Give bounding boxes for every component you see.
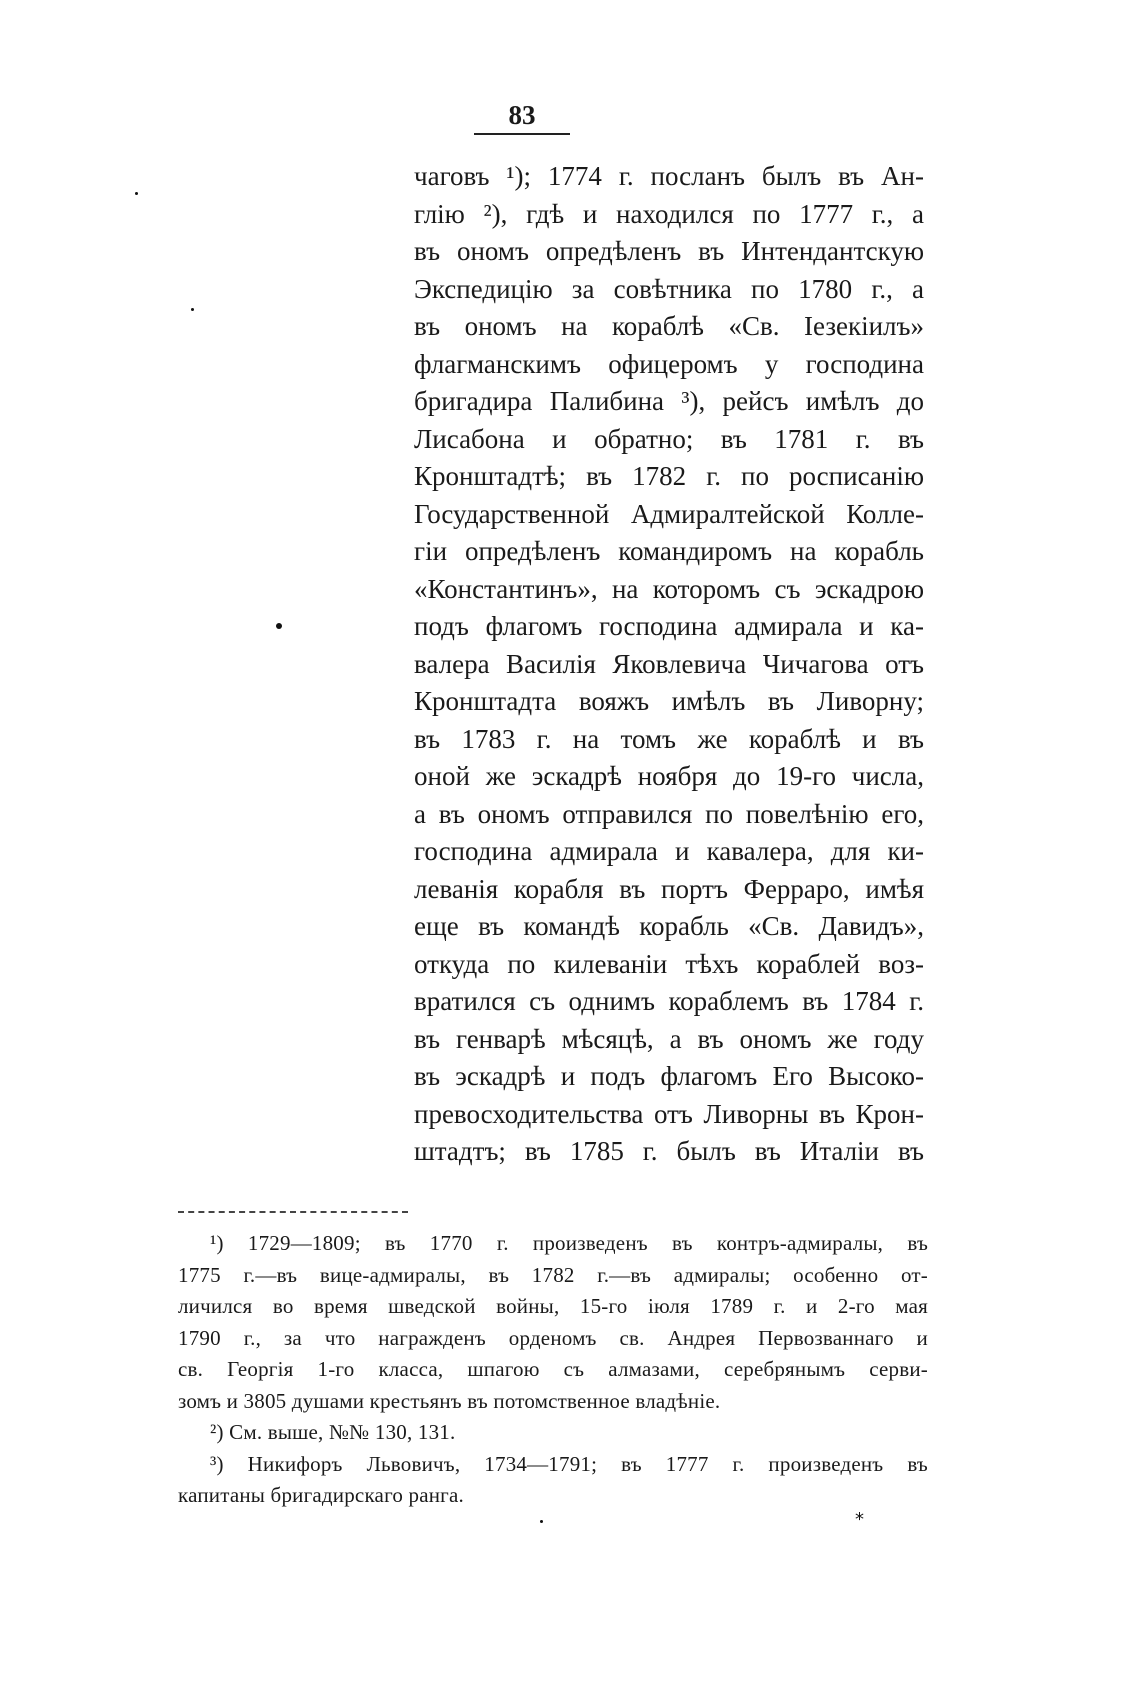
- ink-speck: [540, 1520, 543, 1523]
- main-text-line: бригадира Палибина ³), рейсъ имѣлъ до: [414, 386, 924, 416]
- footnote-line: личился во время шведской войны, 15-го іюля 1789 г. и 2-го мая: [178, 1294, 928, 1318]
- main-text-line: въ эскадрѣ и подъ флагомъ Его Высоко-: [414, 1061, 924, 1091]
- asterisk-speck: *: [855, 1509, 864, 1530]
- main-text-line: чаговъ ¹); 1774 г. посланъ былъ въ Ан-: [414, 161, 924, 191]
- main-text-line: «Константинъ», на которомъ съ эскадрою: [414, 573, 924, 604]
- footnote-line: 1790 г., за что награжденъ орденомъ св. Андрея Первозваннаго и: [178, 1325, 928, 1350]
- main-text-line: Лисабона и обратно; въ 1781 г. въ: [414, 423, 924, 454]
- main-text-line: въ генварѣ мѣсяцѣ, а въ ономъ же году: [414, 1023, 924, 1054]
- footnote-line: ¹) 1729—1809; въ 1770 г. произведенъ въ контръ-адмиралы, въ: [210, 1231, 928, 1255]
- footnote-line: ²) См. выше, №№ 130, 131.: [210, 1420, 456, 1444]
- main-text-line: еще въ командѣ корабль «Св. Давидъ»,: [414, 911, 924, 941]
- main-text-line: глію ²), гдѣ и находился по 1777 г., а: [414, 198, 924, 229]
- page-number-rule: [474, 133, 570, 135]
- main-text-line: а въ ономъ отправился по повелѣнію его,: [414, 798, 924, 829]
- main-text-line: Государственной Адмиралтейской Колле-: [414, 498, 924, 529]
- ink-speck: [135, 192, 138, 195]
- main-text-line: откуда по килеваніи тѣхъ кораблей воз-: [414, 948, 924, 979]
- main-text-line: вратился съ однимъ кораблемъ въ 1784 г.: [414, 986, 924, 1016]
- footnote-line: капитаны бригадирскаго ранга.: [178, 1483, 464, 1507]
- main-text-line: превосходительства отъ Ливорны въ Крон-: [414, 1098, 924, 1129]
- main-text-line: валера Василія Яковлевича Чичагова отъ: [414, 648, 924, 679]
- main-text-line: штадтъ; въ 1785 г. былъ въ Италіи въ: [414, 1136, 924, 1166]
- main-text-line: въ 1783 г. на томъ же кораблѣ и въ: [414, 723, 924, 754]
- page-number: 83: [508, 100, 536, 130]
- footnote-separator: [178, 1211, 408, 1213]
- main-text-line: леванія корабля въ портъ Ферраро, имѣя: [414, 873, 924, 904]
- main-text-line: Кронштадта вояжъ имѣлъ въ Ливорну;: [414, 686, 924, 716]
- footnotes-block: [178, 1228, 928, 1512]
- ink-speck: [276, 623, 282, 629]
- main-text-line: Кронштадтѣ; въ 1782 г. по росписанію: [414, 461, 924, 491]
- main-text-line: Экспедицію за совѣтника по 1780 г., а: [414, 273, 924, 304]
- main-text-line: подъ флагомъ господина адмирала и ка-: [414, 611, 924, 641]
- footnote-line: ³) Никифоръ Львовичъ, 1734—1791; въ 1777 г. произведенъ въ: [210, 1451, 928, 1476]
- main-text-line: господина адмирала и кавалера, для ки-: [414, 836, 924, 866]
- main-text-line: оной же эскадрѣ ноября до 19-го числа,: [414, 761, 924, 791]
- footnote-line: св. Георгія 1-го класса, шпагою съ алмазами, серебрянымъ серви-: [178, 1357, 928, 1381]
- footnote-line: зомъ и 3805 душами крестьянъ въ потомственное владѣніе.: [178, 1388, 721, 1413]
- main-text-line: гіи опредѣленъ командиромъ на корабль: [414, 536, 924, 566]
- main-text-line: въ ономъ опредѣленъ въ Интендантскую: [414, 236, 924, 266]
- main-text-line: въ ономъ на кораблѣ «Св. Іезекіилъ»: [414, 311, 924, 341]
- main-text-line: флагманскимъ офицеромъ у господина: [414, 348, 924, 379]
- main-text-block: [414, 158, 924, 1171]
- footnote-line: 1775 г.—въ вице-адмиралы, въ 1782 г.—въ адмиралы; особенно от-: [178, 1262, 928, 1287]
- ink-speck: [191, 308, 194, 311]
